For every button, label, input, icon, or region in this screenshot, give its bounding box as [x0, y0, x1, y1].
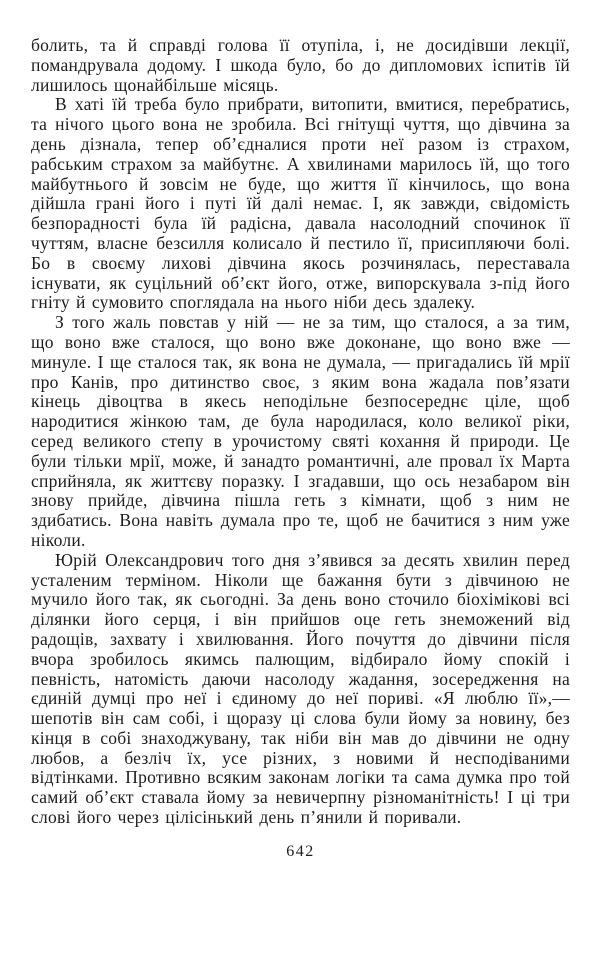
paragraph: Юрій Олександрович того дня з’явився за десять хвилин перед усталеним терміном. Ніколи ще бажання бути з дівчиною не мучило його так, як сьогодні. За день воно сточило біохімікові всі ділянки його серця, і він прийшов оце геть знеможений від радощів, захвату і хвилювання. Його почуття до дівчини після вчора зробилось якимсь палющим, відбирало йому спокій і певність, натомість даючи насолоду жадання, зосередження на єдиній думці про неї і єдиному до неї пориві. «Я люблю її»,— шепотів він сам собі, і щоразу ці слова були йому за новину, без кінця в собі знаходжувану, так ніби він мав до дівчини не одну любов, а безліч їх, усе різних, з новими й несподіваними відтінками. Противно всяким законам логіки та сама думка про той самий об’єкт ставала йому за невичерпну різноманітність! І ці три слові його через цілісінький день п’янили й поривали.: [31, 549, 570, 828]
page-text: [31, 36, 570, 828]
page-number: 642: [286, 842, 315, 860]
paragraph: З того жаль повстав у ній — не за тим, що сталося, а за тим, що воно вже сталося, що воно вже доконане, що воно вже — минуле. І ще сталося так, як вона не думала, — пригадались їй мрії про Канів, про дитинство своє, з яким вона жадала пов’язати кінець дівоцтва в якесь неподільне безпосереднє ціле, щоб народитися жінкою там, де була народилася, коло великої ріки, серед великого степу в урочистому святі кохання й природи. Це були тільки мрії, може, й занадто романтичні, але провал їх Марта сприйняла, як життєву поразку. І згадавши, що ось незабаром він знову прийде, дівчина пішла геть з кімнати, щоб з ним не здибатись. Вона навіть думала про те, щоб не бачитися з ним уже ніколи.: [31, 312, 570, 550]
paragraph: В хаті їй треба було прибрати, витопити, вмитися, перебратись, та нічого цього вона не зробила. Всі гнітущі чуття, що дівчина за день дізнала, тепер об’єдналися проти неї разом із страхом, рабським страхом за майбутнє. А хвилинами марилось їй, що того майбутнього й зовсім не буде, що життя її кінчилось, що вона дійшла грані його і путі їй далі немає. І, як завжди, свідомість безпорадності була їй радісна, давала насолодний спочинок її чуттям, власне безсилля колисало й пестило її, присипляючи болі. Бо в своєму лихові дівчина якось розчинялась, переставала існувати, як суцільний об’єкт його, отже, випорскувала з-під його гніту й сумовито споглядала на нього ніби десь здалеку.: [31, 94, 570, 313]
paragraph-continuation: болить, та й справді голова її отупіла, і, не досидівши лекції, помандрувала додому. І шкода було, бо до дипломових іспитів їй лишилось щонайбільше місяць.: [31, 35, 570, 95]
